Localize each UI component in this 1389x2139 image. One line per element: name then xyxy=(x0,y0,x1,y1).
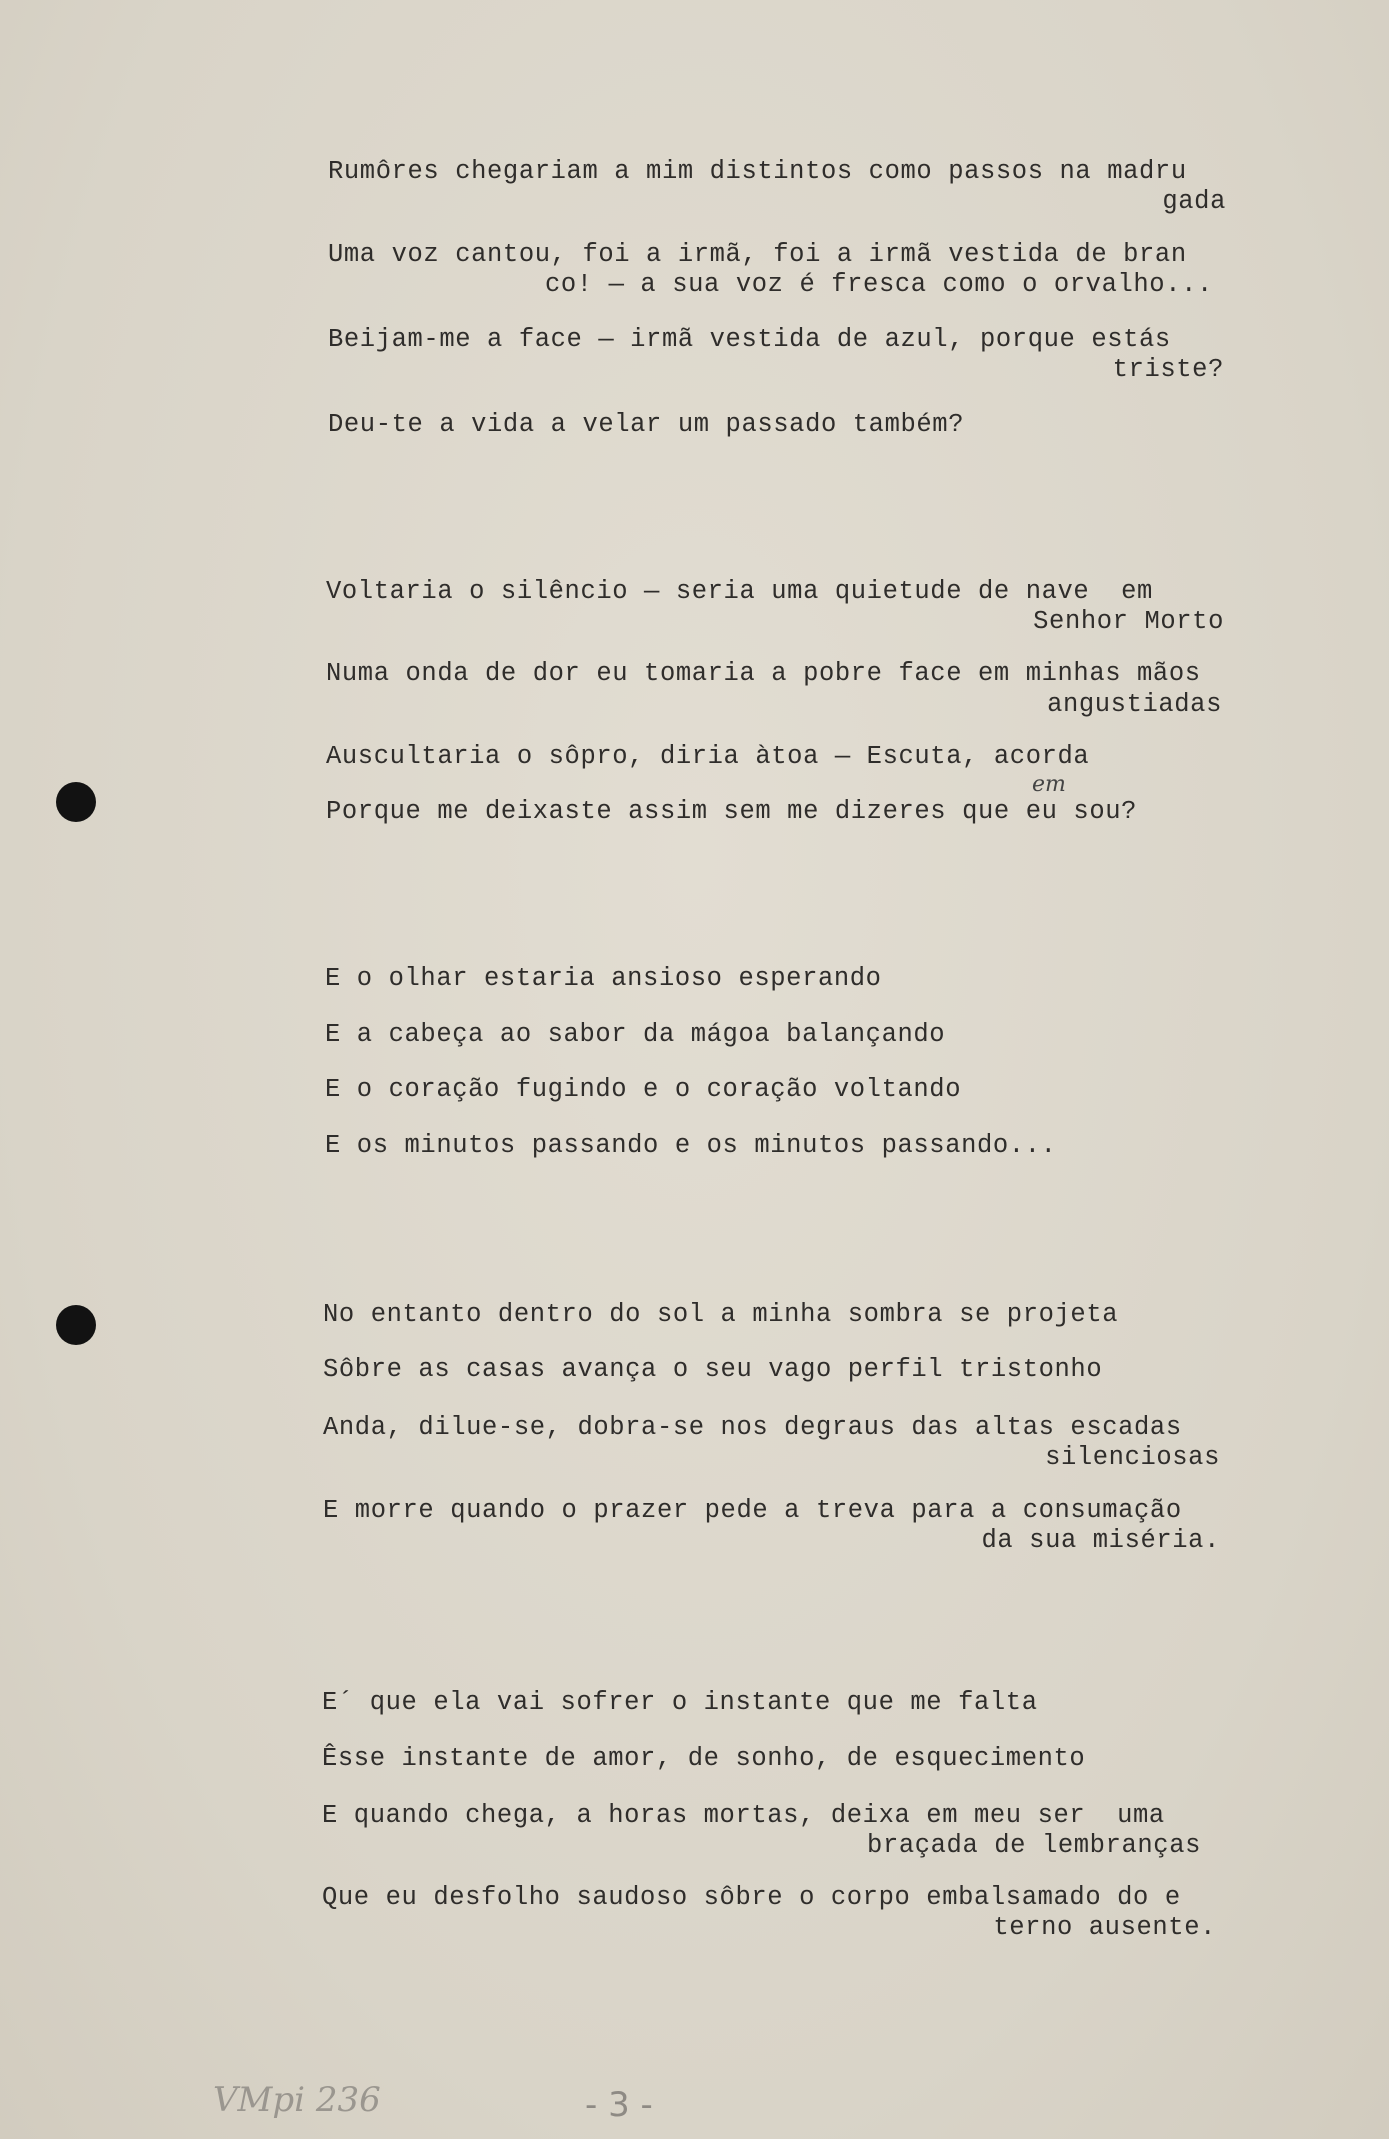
poem-line: Anda, dilue-se, dobra-se nos degraus das altas escadas xyxy=(323,1413,1182,1442)
poem-line: E morre quando o prazer pede a treva para a consumação xyxy=(323,1496,1182,1525)
poem-line: Rumôres chegariam a mim distintos como passos na madru xyxy=(328,157,1187,186)
poem-line-continuation: gada xyxy=(1162,187,1226,216)
poem-line-continuation: da sua miséria. xyxy=(981,1526,1220,1555)
poem-line: Porque me deixaste assim sem me dizeres que eu sou? xyxy=(326,797,1138,826)
page-number: - 3 - xyxy=(585,2085,653,2125)
poem-line: Sôbre as casas avança o seu vago perfil tristonho xyxy=(323,1355,1103,1384)
punch-hole-upper xyxy=(56,782,96,822)
poem-line: Deu-te a vida a velar um passado também? xyxy=(328,410,965,439)
poem-line: E os minutos passando e os minutos passando... xyxy=(325,1131,1057,1160)
punch-hole-lower xyxy=(56,1305,96,1345)
poem-line: E quando chega, a horas mortas, deixa em meu ser uma xyxy=(322,1801,1165,1830)
poem-line: Que eu desfolho saudoso sôbre o corpo embalsamado do e xyxy=(322,1883,1181,1912)
poem-line-continuation: Senhor Morto xyxy=(1033,607,1224,636)
poem-line: Uma voz cantou, foi a irmã, foi a irmã vestida de bran xyxy=(328,240,1187,269)
handwritten-em: em xyxy=(1032,772,1066,797)
poem-line: E a cabeça ao sabor da mágoa balançando xyxy=(325,1020,946,1049)
poem-line: Voltaria o silêncio — seria uma quietude de nave em xyxy=(326,577,1153,606)
poem-line-continuation: triste? xyxy=(1112,355,1224,384)
poem-line: E o olhar estaria ansioso esperando xyxy=(325,964,882,993)
pencil-archive-reference: VMpi 236 xyxy=(213,2080,381,2120)
poem-line: No entanto dentro do sol a minha sombra se projeta xyxy=(323,1300,1119,1329)
poem-line: E o coração fugindo e o coração voltando xyxy=(325,1075,962,1104)
poem-line: E´ que ela vai sofrer o instante que me falta xyxy=(322,1688,1038,1717)
poem-line-continuation: angustiadas xyxy=(1047,690,1222,719)
poem-line-continuation: co! — a sua voz é fresca como o orvalho... xyxy=(545,270,1213,299)
poem-line: Êsse instante de amor, de sonho, de esquecimento xyxy=(322,1744,1086,1773)
poem-line: Beijam-me a face — irmã vestida de azul, porque estás xyxy=(328,325,1171,354)
poem-line-continuation: silenciosas xyxy=(1045,1443,1220,1472)
poem-line-continuation: braçada de lembranças xyxy=(867,1831,1201,1860)
poem-line: Numa onda de dor eu tomaria a pobre face em minhas mãos xyxy=(326,659,1201,688)
poem-line: Auscultaria o sôpro, diria àtoa — Escuta, acorda xyxy=(326,742,1090,771)
poem-line-continuation: terno ausente. xyxy=(993,1913,1216,1942)
